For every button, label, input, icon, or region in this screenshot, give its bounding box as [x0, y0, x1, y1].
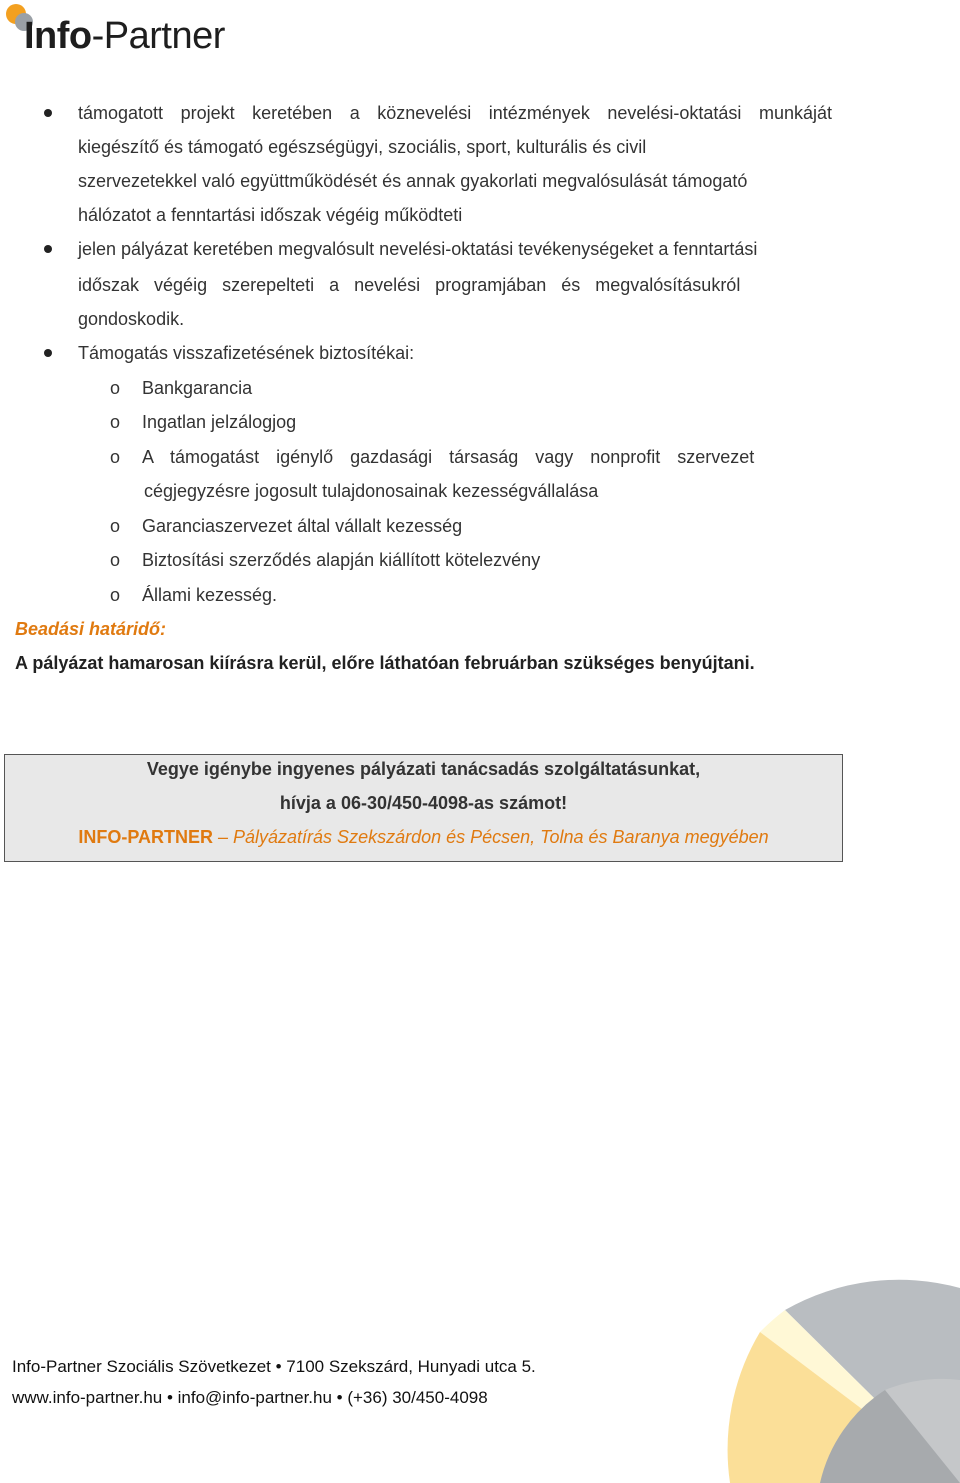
bullet-dot [44, 349, 52, 357]
logo-brand-bold: Info [24, 15, 92, 57]
sub-item-2: Ingatlan jelzálogjog [142, 412, 297, 432]
footer-address: Info-Partner Szociális Szövetkezet • 7100 Szekszárd, Hunyadi utca 5. [12, 1357, 536, 1376]
sub-item-3-line-1: A támogatást igénylő gazdasági társaság vagy nonprofit szervezet [142, 447, 755, 467]
sub-bullet-marker: o [110, 550, 121, 570]
sub-bullet-marker: o [110, 412, 121, 432]
bullet-dot [44, 109, 52, 117]
footer-contact: www.info-partner.hu • info@info-partner.hu • (+36) 30/450-4098 [12, 1388, 488, 1407]
bullet-2-line-2: időszak végéig szerepelteti a nevelési programjában és megvalósításukról [78, 275, 741, 295]
logo-brand-light: -Partner [91, 15, 225, 57]
bullet-dot [44, 245, 52, 253]
callout-brand: INFO-PARTNER [78, 827, 213, 847]
callout-line-3 [5, 820, 842, 854]
sub-item-5: Biztosítási szerződés alapján kiállított kötelezvény [142, 550, 541, 570]
deadline-title: Beadási határidő: [15, 619, 167, 639]
bullet-3-line-1: Támogatás visszafizetésének biztosítékai: [78, 343, 415, 363]
sub-item-1: Bankgarancia [142, 378, 253, 398]
sub-bullet-marker: o [110, 585, 121, 605]
callout-tagline: – Pályázatírás Szekszárdon és Pécsen, Tolna és Baranya megyében [213, 827, 769, 847]
bullet-1-line-3: szervezetekkel való együttműködését és annak gyakorlati megvalósulását támogató [78, 171, 748, 191]
sub-item-3-line-2: cégjegyzésre jogosult tulajdonosainak kezességvállalása [144, 481, 599, 501]
bullet-1-line-4: hálózatot a fenntartási időszak végéig működteti [78, 205, 463, 225]
sub-bullet-marker: o [110, 378, 121, 398]
logo-wordmark [24, 14, 225, 58]
sub-item-6: Állami kezesség. [142, 585, 278, 605]
bullet-2-line-3: gondoskodik. [78, 309, 185, 329]
callout-line-1: Vegye igénybe ingyenes pályázati tanácsadás szolgáltatásunkat, [146, 759, 701, 779]
callout-box [4, 754, 843, 862]
bullet-2-line-1: jelen pályázat keretében megvalósult nevelési-oktatási tevékenységeket a fenntartási [78, 239, 758, 259]
sub-bullet-marker: o [110, 516, 121, 536]
deadline-text: A pályázat hamarosan kiírásra kerül, előre láthatóan februárban szükséges benyújtani. [15, 653, 755, 673]
sub-bullet-marker: o [110, 447, 121, 467]
callout-line-2: hívja a 06-30/450-4098-as számot! [279, 793, 568, 813]
bullet-1-line-2: kiegészítő és támogató egészségügyi, szociális, sport, kulturális és civil [78, 137, 647, 157]
decorative-pie-graphic [660, 1270, 960, 1483]
bullet-1-line-1: támogatott projekt keretében a köznevelési intézmények nevelési-oktatási munkáját [78, 103, 832, 123]
sub-item-4: Garanciaszervezet által vállalt kezesség [142, 516, 463, 536]
